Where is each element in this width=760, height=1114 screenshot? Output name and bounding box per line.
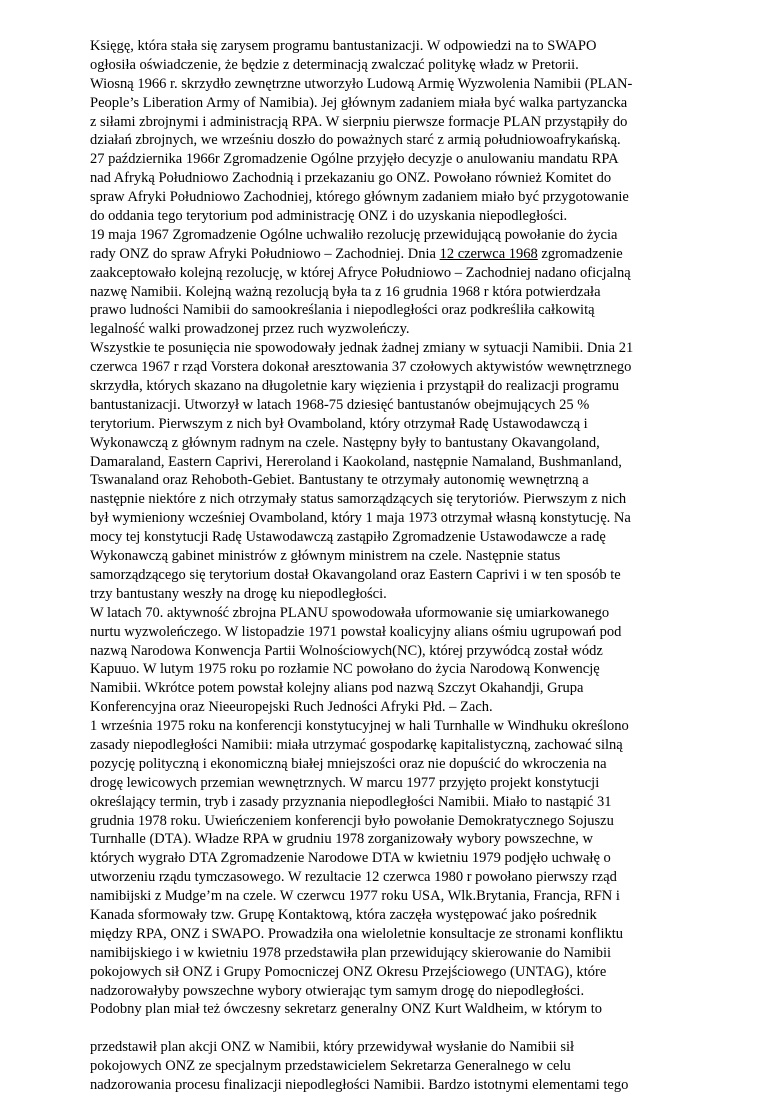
- text-line: pokojowych sił ONZ i Grupy Pomocniczej ONZ Okresu Przejściowego (UNTAG), które: [90, 963, 607, 980]
- text-line: nadzorowania procesu finalizacji niepodległości Namibii. Bardzo istotnymi elementami tego: [90, 1076, 629, 1093]
- text-line: Wszystkie te posunięcia nie spowodowały jednak żadnej zmiany w sytuacji Namibii. Dnia 21: [90, 340, 634, 357]
- date-link[interactable]: 12 czerwca 1968: [439, 245, 538, 262]
- text-line: bantustanizacji. Utworzył w latach 1968-75 dziesięć bantustanów obejmujących 25 %: [90, 396, 590, 413]
- text-line: czerwca 1967 r rząd Vorstera dokonał aresztowania 37 czołowych aktywistów wewnętrznego: [90, 359, 632, 376]
- text-line: do oddania tego terytorium pod administrację ONZ i do uzyskania niepodległości.: [90, 208, 568, 225]
- text-line: działań zbrojnych, we wrześniu doszło do poważnych starć z armią południowoafrykańską.: [90, 132, 621, 149]
- text-line: Kanada sformowały tzw. Grupę Kontaktową, która zaczęła występować jako pośrednik: [90, 906, 597, 923]
- text-line: spraw Afryki Południowo Zachodniej, którego głównym zadaniem miało być przygotowanie: [90, 189, 629, 206]
- text-line: pozycję polityczną i ekonomiczną białej mniejszości oraz nie dopuścić do wkroczenia na: [90, 755, 607, 772]
- text-line: prawo ludności Namibii do samookreślania i niepodległości oraz podkreśliła całkowitą: [90, 302, 595, 319]
- text-line: określający termin, tryb i zasady przyznania niepodległości Namibii. Miało to nastąpić 31: [90, 793, 612, 810]
- text-line: namibijski z Mudge’m na czele. W czerwcu 1977 roku USA, Wlk.Brytania, Francja, RFN i: [90, 888, 620, 905]
- text-line: Damaraland, Eastern Caprivi, Hereroland i Kaokoland, następnie Namaland, Bushmanland,: [90, 453, 622, 470]
- text-line: Namibii. Wkrótce potem powstał kolejny alians pod nazwą Szczyt Okahandji, Grupa: [90, 680, 584, 697]
- text-line: następnie niektóre z nich otrzymały status samorządzących się terytoriów. Pierwszym z nich: [90, 491, 627, 508]
- text-line: między RPA, ONZ i SWAPO. Prowadziła ona wieloletnie konsultacje ze stronami konfliktu: [90, 925, 624, 942]
- text-line: legalność walki prowadzonej przez ruch wyzwoleńczy.: [90, 321, 410, 338]
- text-line: grudnia 1978 roku. Uwieńczeniem konferencji było powołanie Demokratycznego Sojuszu: [90, 812, 614, 829]
- text-line: Konferencyjna oraz Nieeuropejski Ruch Jedności Afryki Płd. – Zach.: [90, 699, 493, 716]
- text-line: namibijskiego i w kwietniu 1978 przedstawiła plan przewidujący skierowanie do Namibii: [90, 944, 612, 961]
- text-line: z siłami zbrojnymi i administracją RPA. W sierpniu pierwsze formacje PLAN przystąpiły do: [90, 113, 628, 130]
- text-line: Kapuuo. W lutym 1975 roku po rozłamie NC powołano do życia Narodową Konwencję: [90, 661, 600, 678]
- text-line: zasady niepodległości Namibii: miała utrzymać gospodarkę kapitalistyczną, zachować silną: [90, 736, 623, 753]
- text-line: Turnhalle (DTA). Władze RPA w grudniu 1978 zorganizowały wybory powszechne, w: [90, 831, 594, 848]
- text-line: nazwę Namibii. Kolejną ważną rezolucją była ta z 16 grudnia 1968 r która potwierdzała: [90, 283, 601, 300]
- text-line: Księgę, która stała się zarysem programu bantustanizacji. W odpowiedzi na to SWAPO: [90, 38, 597, 54]
- text-line: People’s Liberation Army of Namibia). Jej głównym zadaniem miała być walka partyzancka: [90, 94, 628, 111]
- text-line: mocy tej konstytucji Radę Ustawodawczą zastąpiło Zgromadzenie Ustawodawcze a radę: [90, 529, 606, 546]
- text-line: 1 września 1975 roku na konferencji konstytucyjnej w hali Turnhalle w Windhuku określono: [90, 718, 629, 735]
- text-line: nazwą Narodowa Konwencja Partii Wolnościowych(NC), której przywódcą został wódz: [90, 642, 603, 659]
- text-line: samorządzącego się terytorium dostał Okavangoland oraz Eastern Caprivi i w ten sposób te: [90, 566, 621, 583]
- text-line: [90, 1095, 680, 1114]
- text-line: terytorium. Pierwszym z nich był Ovamboland, który otrzymał Radę Ustawodawczą i: [90, 415, 588, 432]
- text-segment: rady ONZ do spraw Afryki Południowo – Zachodniej. Dnia: [90, 245, 440, 262]
- text-line-with-link: [90, 245, 680, 264]
- text-line: pokojowych ONZ ze specjalnym przedstawicielem Sekretarza Generalnego w celu: [90, 1058, 571, 1075]
- text-line: których wygrało DTA Zgromadzenie Narodowe DTA w kwietniu 1979 podjęło uchwałę o: [90, 850, 611, 867]
- text-line: drogę lewicowych przemian wewnętrznych. W marcu 1977 przyjęto projekt konstytucji: [90, 774, 600, 791]
- text-line: 19 maja 1967 Zgromadzenie Ogólne uchwaliło rezolucję przewidującą powołanie do życia: [90, 226, 618, 243]
- text-line: skrzydła, których skazano na długoletnie kary więzienia i przystąpił do realizacji programu: [90, 378, 620, 395]
- text-line: utworzeniu rządu tymczasowego. W rezultacie 12 czerwca 1980 r powołano pierwszy rząd: [90, 869, 617, 886]
- text-line: nurtu wyzwoleńczego. W listopadzie 1971 powstał koalicyjny alians ośmiu ugrupowań pod: [90, 623, 622, 640]
- text-line: Podobny plan miał też ówczesny sekretarz generalny ONZ Kurt Waldheim, w którym to: [90, 1001, 602, 1018]
- text-segment: zgromadzenie: [537, 245, 623, 262]
- text-line: ogłosiła oświadczenie, że będzie z determinacją zwalczać politykę władz w Pretorii.: [90, 56, 579, 73]
- text-line: W latach 70. aktywność zbrojna PLANU spowodowała uformowanie się umiarkowanego: [90, 604, 610, 621]
- text-line: 27 października 1966r Zgromadzenie Ogólne przyjęło decyzje o anulowaniu mandatu RPA: [90, 151, 619, 168]
- text-line: przedstawił plan akcji ONZ w Namibii, który przewidywał wysłanie do Namibii sił: [90, 1039, 575, 1056]
- text-line: był wymieniony wcześniej Ovamboland, który 1 maja 1973 otrzymał własną konstytucję. Na: [90, 510, 631, 527]
- text-line: Wiosną 1966 r. skrzydło zewnętrzne utworzyło Ludową Armię Wyzwolenia Namibii (PLAN-: [90, 75, 633, 92]
- document-page: [90, 37, 680, 1114]
- text-line: trzy bantustany weszły na drogę ku niepodległości.: [90, 585, 387, 602]
- text-line: nad Afryką Południowo Zachodnią i przekazaniu go ONZ. Powołano również Komitet do: [90, 170, 612, 187]
- text-line: nadzorowałyby powszechne wybory otwierając tym samym drogę do niepodległości.: [90, 982, 585, 999]
- text-line: Tswanaland oraz Rehoboth-Gebiet. Bantustany te otrzymały autonomię wewnętrzną a: [90, 472, 589, 489]
- paragraph-gap: [90, 1019, 680, 1038]
- text-line: Wykonawczą z głównym radnym na czele. Następny były to bantustany Okavangoland,: [90, 434, 600, 451]
- text-line: zaakceptowało kolejną rezolucję, w której Afryce Południowo – Zachodniej nadano oficjalną: [90, 264, 631, 281]
- text-line: Wykonawczą gabinet ministrów z głównym ministrem na czele. Następnie status: [90, 548, 561, 565]
